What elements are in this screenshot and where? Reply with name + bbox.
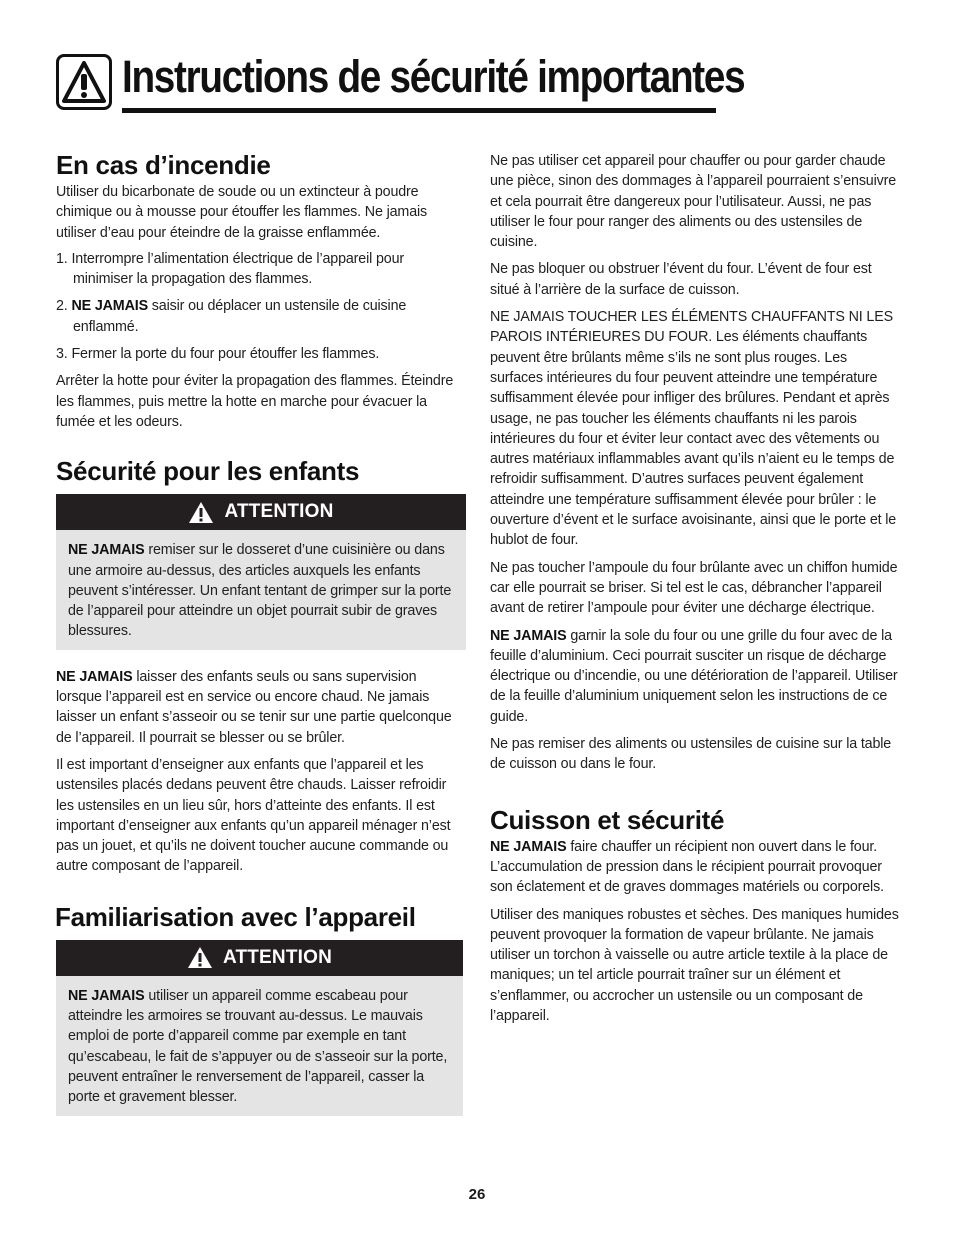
section-heading-children: Sécurité pour les enfants	[56, 456, 360, 487]
attention-body: NE JAMAIS utiliser un appareil comme escabeau pour atteindre les armoires se trouvant au-dessus. Le mauvais emploi de porte d’appareil comme par exemple en tant qu’escabeau, le fait de s’appuyer ou de s’asseoir sur la porte, peuvent entraîner le renversement de l’appareil, casser la porte et gravement blesser.	[68, 987, 448, 1106]
children-paragraph-2: Il est important d’enseigner aux enfants que l’appareil et les ustensiles placés dedans peuvent être chauds. Laisser refroidir les ustensiles en un lieu sûr, hors d’atteinte des enfants. Il est important d’enseigner aux enfants qu’un appareil ménager n’est pas un jouet, et qu’ils ne doivent toucher aucune commande ou autre composant de l’appareil.	[56, 756, 451, 875]
cooking-paragraph-1: NE JAMAIS faire chauffer un récipient non ouvert dans le four. L’accumulation de pression dans le récipient pourrait provoquer son éclatement et de graves dommages matériels ou corporels.	[490, 838, 884, 896]
cooking-paragraph-2: Utiliser des maniques robustes et sèches. Des maniques humides peuvent provoquer la formation de vapeur brûlante. Ne jamais utiliser un torchon à vaisselle ou autre article textile à la place de maniques; un tel article pourrait traîner sur un élément et s’enflammer, ou accrocher un ustensile ou un composant de l’appareil.	[490, 906, 899, 1024]
fire-steps	[56, 249, 466, 364]
attention-bar	[56, 494, 466, 530]
section-children	[56, 456, 466, 876]
section-heading-familiar: Familiarisation avec l’appareil	[55, 901, 416, 932]
right-paragraph-4: Ne pas toucher l’ampoule du four brûlante avec un chiffon humide car elle pourrait se briser. Si tel est le cas, débrancher l’appareil avant de retirer l’ampoule pour éviter une décharge électrique.	[490, 559, 898, 617]
section-heading-cooking: Cuisson et sécurité	[490, 804, 725, 835]
page-header	[56, 50, 745, 118]
warning-icon	[56, 54, 112, 110]
section-heading-fire: En cas d’incendie	[56, 150, 271, 180]
children-paragraph-1: NE JAMAIS laisser des enfants seuls ou sans supervision lorsque l’appareil est en service ou encore chaud. Ne jamais laisser un enfant s’asseoir ou se tenir sur une partie quelconque de l’appareil. Il pourrait se blesser ou se brûler.	[56, 668, 452, 746]
fire-intro: Utiliser du bicarbonate de soude ou un extincteur à poudre chimique ou à mousse pour étouffer les flammes. Ne jamais utiliser d’eau pour éteindre de la graisse enflammée.	[56, 184, 428, 241]
attention-box	[56, 494, 466, 649]
list-item: 3. Fermer la porte du four pour étouffer les flammes.	[56, 346, 380, 363]
page-title: Instructions de sécurité importantes	[122, 51, 745, 102]
attention-box	[56, 940, 463, 1116]
right-paragraph-1: Ne pas utiliser cet appareil pour chauffer ou pour garder chaude une pièce, sinon des dommages à l’appareil pourraient s’ensuivre et cela pourrait être dangereux pour l’utilisateur. Aussi, ne pas utiliser le four pour ranger des aliments ou des ustensiles de cuisine.	[490, 153, 897, 251]
right-column	[490, 151, 902, 1026]
warning-triangle-icon	[187, 946, 213, 969]
right-paragraph-6: Ne pas remiser des aliments ou ustensiles de cuisine sur la table de cuisson ou dans le four.	[490, 736, 892, 773]
warning-triangle-icon	[188, 501, 214, 524]
fire-outro: Arrêter la hotte pour éviter la propagation des flammes. Éteindre les flammes, puis mettre la hotte en marche pour évacuer la fumée et les odeurs.	[56, 373, 454, 430]
section-cooking	[490, 805, 902, 1027]
right-paragraph-5: NE JAMAIS garnir la sole du four ou une grille du four avec de la feuille d’aluminium. Ceci pourrait susciter un risque de décharge électrique ou d’incendie, ou une détérioration de l’appareil. Utiliser de la feuille d’aluminium uniquement selon les instructions de ce guide.	[490, 627, 898, 725]
page-number: 26	[468, 1186, 486, 1203]
list-item: 2. NE JAMAIS saisir ou déplacer un ustensile de cuisine enflammé.	[56, 298, 407, 335]
section-fire	[56, 150, 466, 432]
list-item: 1. Interrompre l’alimentation électrique de l’appareil pour minimiser la propagation des flammes.	[56, 250, 404, 288]
left-column	[56, 150, 466, 1116]
right-paragraph-2: Ne pas bloquer ou obstruer l’évent du four. L’évent de four est situé à l’arrière de la surface de cuisson.	[490, 261, 872, 298]
attention-label: ATTENTION	[224, 501, 334, 523]
attention-bar	[56, 940, 463, 976]
section-familiar	[56, 902, 466, 1116]
attention-body: NE JAMAIS remiser sur le dosseret d’une cuisinière ou dans une armoire au-dessus, des articles auxquels les enfants peuvent s’intéresser. Un enfant tentant de grimper sur la porte de l’appareil pour atteindre un objet pourrait subir de graves blessures.	[68, 542, 452, 640]
attention-label: ATTENTION	[222, 946, 333, 968]
title-underline	[122, 108, 716, 113]
right-paragraph-3: NE JAMAIS TOUCHER LES ÉLÉMENTS CHAUFFANTS NI LES PAROIS INTÉRIEURES DU FOUR. Les éléments chauffants peuvent être brûlants même s’ils ne sont plus rouges. Les surfaces intérieures du four peuvent atteindre une température suffisamment élevée pour infliger des brûlures. Pendant et après usage, ne pas toucher les éléments chauffants ni les parois intérieures du four et éviter leur contact avec des vêtements ou autres matériaux inflammables avant qu’ils n’aient eu le temps de refroidir suffisamment. D’autres surfaces peuvent également atteindre une température suffisamment élevée pour brûler : le ouverture d’évent et le surface avoisinante, ainsi que le porte et le hublot de four.	[490, 309, 897, 549]
